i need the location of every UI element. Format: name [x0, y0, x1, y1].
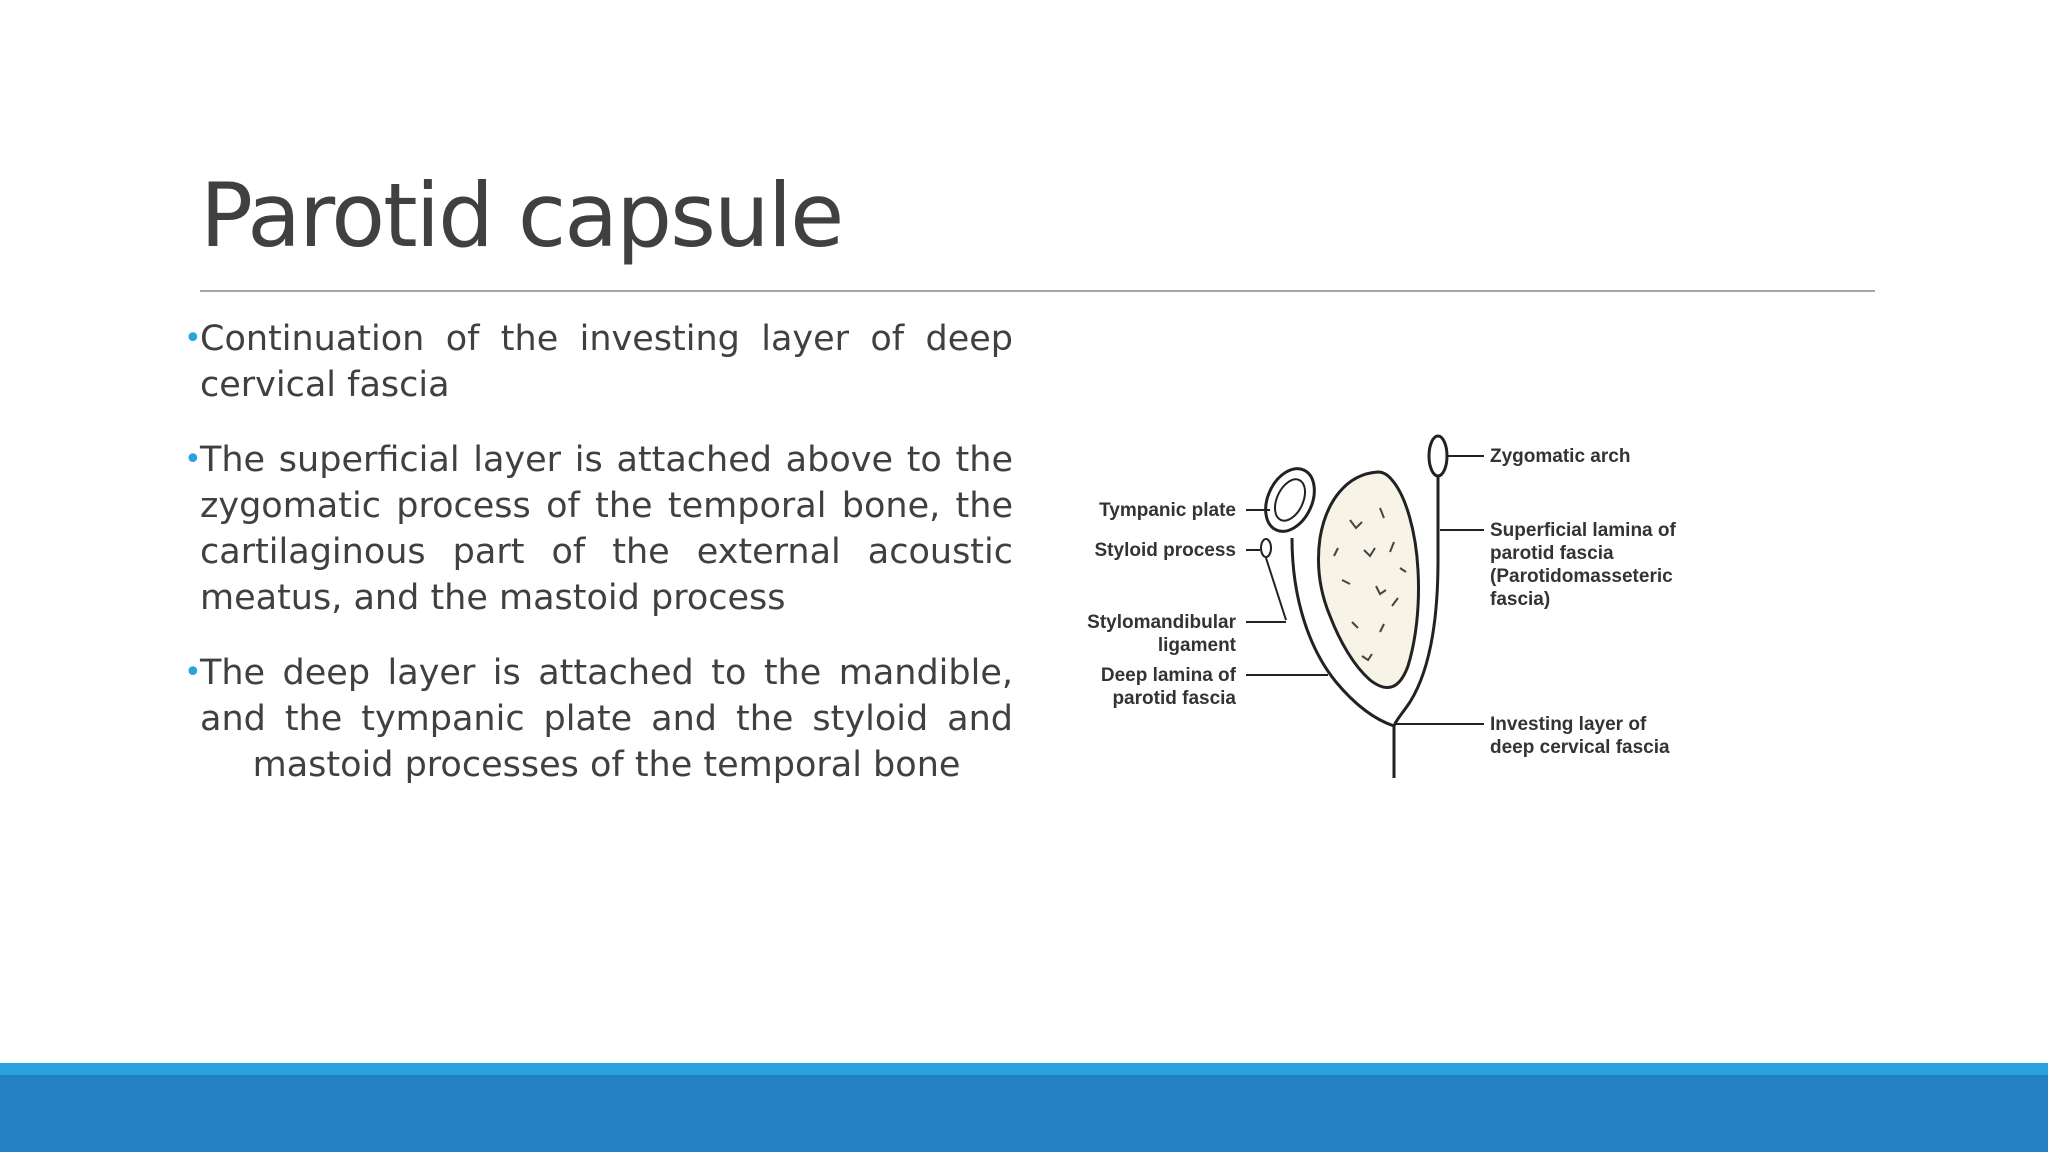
- bullet-text: Continuation of the investing layer of deep cervical fascia: [200, 319, 1013, 405]
- parotid-gland-shape: [1318, 472, 1418, 688]
- label-ligament: ligament: [1157, 635, 1236, 656]
- footer-accent-band: [0, 1063, 2048, 1075]
- bullet-text: The superficial layer is attached above to the zygomatic process of the temporal bone, the cartilaginous part of the external acoustic meatus, and the mastoid process: [200, 440, 1013, 618]
- bullet-marker: •: [184, 321, 202, 356]
- bullet-item: [184, 650, 1013, 788]
- zygomatic-arch-shape: [1429, 436, 1447, 476]
- bullet-text: The deep layer is attached to the mandible, and the tympanic plate and the styloid and mastoid processes of the temporal bone: [200, 653, 1013, 785]
- label-parotid-fascia: parotid fascia: [1112, 688, 1236, 709]
- bullet-list: [184, 316, 1013, 817]
- footer-band: [0, 1075, 2048, 1152]
- label-superficial-parotid-fascia: parotid fascia: [1490, 543, 1614, 564]
- styloid-process-shape: [1261, 539, 1271, 557]
- bullet-item: [184, 437, 1013, 621]
- tympanic-plate-shape: [1256, 461, 1324, 539]
- label-investing-layer: Investing layer of: [1490, 714, 1647, 735]
- label-fascia: fascia): [1490, 589, 1551, 610]
- label-zygomatic-arch: Zygomatic arch: [1490, 446, 1631, 467]
- parotid-capsule-diagram: [1080, 420, 1720, 790]
- label-tympanic-plate: Tympanic plate: [1099, 500, 1236, 521]
- bullet-marker: •: [184, 655, 202, 690]
- bullet-marker: •: [184, 442, 202, 477]
- title-divider: [200, 290, 1875, 292]
- label-deep-lamina: Deep lamina of: [1100, 665, 1236, 686]
- bullet-item: [184, 316, 1013, 408]
- label-styloid-process: Styloid process: [1094, 540, 1236, 561]
- label-superficial-lamina: Superficial lamina of: [1490, 520, 1676, 541]
- diagram-svg: [1080, 420, 1720, 790]
- label-stylomandibular: Stylomandibular: [1087, 612, 1236, 633]
- label-deep-cervical-fascia: deep cervical fascia: [1490, 737, 1670, 758]
- label-parotidomasseteric: (Parotidomasseteric: [1490, 566, 1673, 587]
- slide-title: Parotid capsule: [200, 164, 843, 267]
